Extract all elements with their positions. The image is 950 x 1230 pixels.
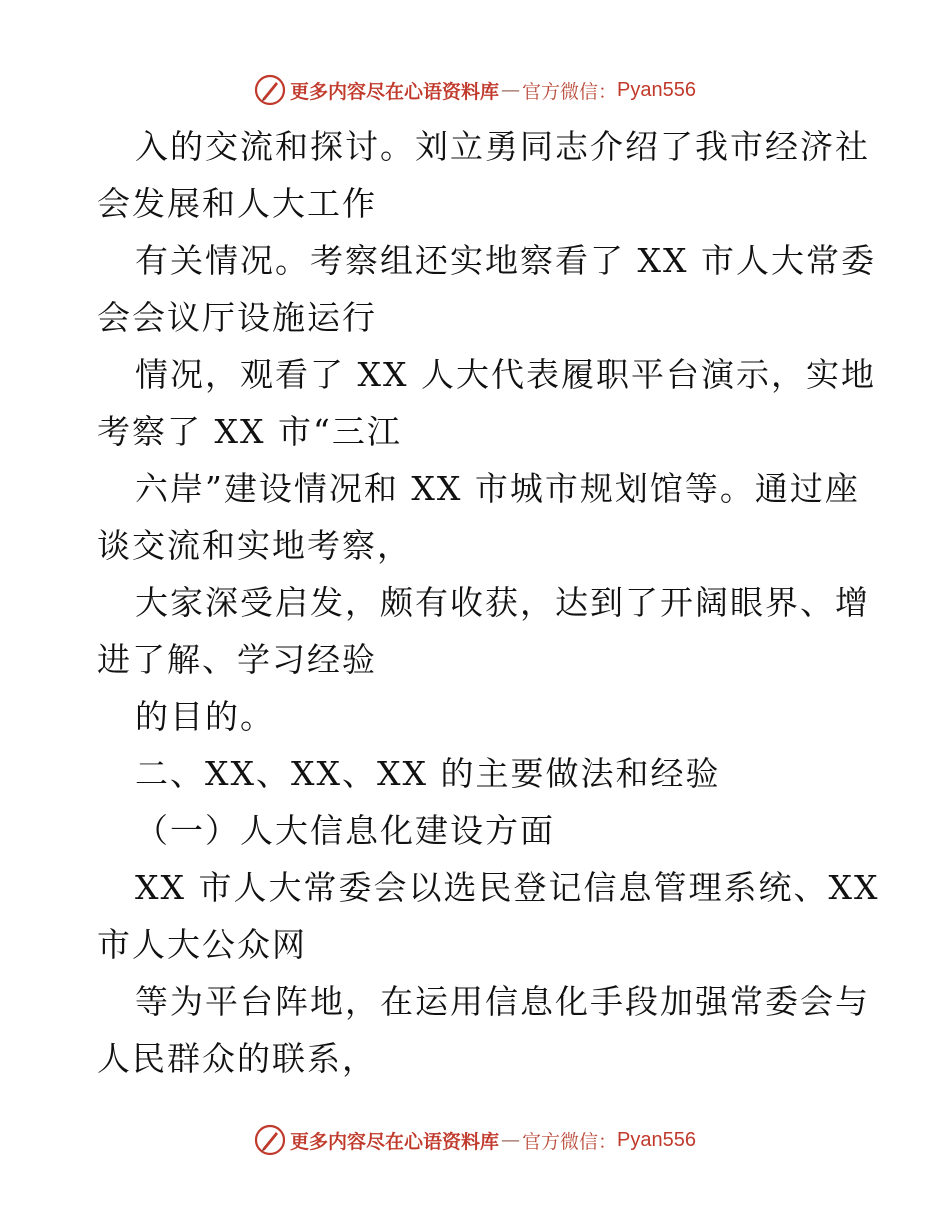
banner-wechat-id: Pyan556 — [617, 1128, 696, 1151]
banner-wechat-id: Pyan556 — [617, 78, 696, 101]
banner-sub-text: 官方微信： — [522, 1130, 618, 1153]
banner-separator: — — [501, 79, 521, 101]
text-line: 等为平台阵地，在运用信息化手段加强常委会与 — [135, 982, 870, 1021]
text-line: 考察了 XX 市“三江 — [97, 412, 402, 451]
quill-pen-circle-icon — [254, 1124, 286, 1156]
text-line: 情况，观看了 XX 人大代表履职平台演示，实地 — [135, 355, 876, 394]
text-line: 市人大公众网 — [97, 925, 307, 964]
text-line: 有关情况。考察组还实地察看了 XX 市人大常委 — [135, 241, 876, 280]
text-line: 会会议厅设施运行 — [97, 298, 377, 337]
text-line: 谈交流和实地考察， — [97, 526, 412, 565]
text-line: 六岸”建设情况和 XX 市城市规划馆等。通过座 — [135, 469, 860, 508]
banner-separator: — — [501, 1129, 521, 1151]
subsection-heading: （一）人大信息化建设方面 — [135, 811, 555, 850]
section-heading: 二、XX、XX、XX 的主要做法和经验 — [135, 754, 721, 793]
quill-pen-circle-icon — [254, 74, 286, 106]
text-line: 大家深受启发，颇有收获，达到了开阔眼界、增 — [135, 583, 870, 622]
text-line: 进了解、学习经验 — [97, 640, 377, 679]
banner-sub-text: 官方微信： — [522, 80, 618, 103]
footer-banner — [0, 1120, 950, 1160]
text-line: 会发展和人大工作 — [97, 184, 377, 223]
header-banner — [0, 70, 950, 110]
banner-main-text: 更多内容尽在心语资料库 — [290, 80, 500, 103]
text-line: 入的交流和探讨。刘立勇同志介绍了我市经济社 — [135, 127, 870, 166]
text-line: XX 市人大常委会以选民登记信息管理系统、XX — [135, 868, 880, 907]
text-line: 的目的。 — [135, 697, 275, 736]
text-line: 人民群众的联系， — [97, 1039, 377, 1078]
banner-main-text: 更多内容尽在心语资料库 — [290, 1130, 500, 1153]
document-body — [97, 118, 880, 1087]
